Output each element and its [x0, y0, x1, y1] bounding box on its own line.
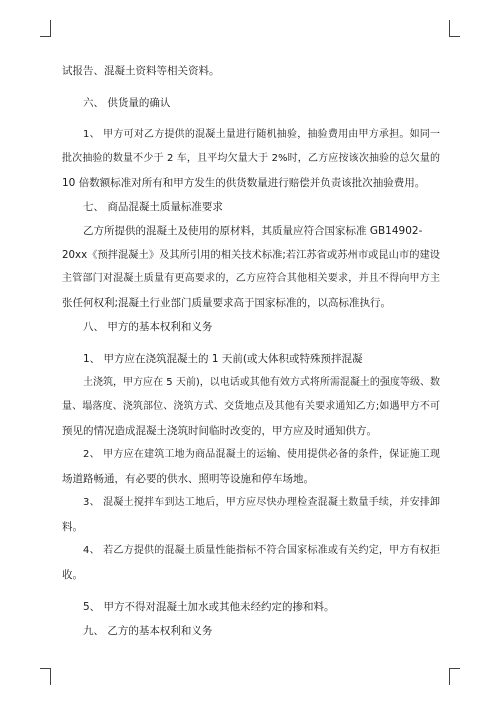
text-line: 3、 混凝土搅拌车到达工地后，甲方应尽快办理检查混凝土数量手续，并安排卸 [83, 497, 440, 508]
crop-mark-bottom-left [40, 668, 51, 685]
section-heading-7: 七、 商品混凝土质量标准要求 [83, 201, 223, 213]
text-line: 料。 [62, 521, 83, 533]
text-line: 乙方所提供的混凝土及使用的原材料，其质量应符合国家标准 GB14902- [83, 225, 423, 237]
text-line: 收。 [62, 569, 83, 581]
text-line: 预见的情况造成混凝土浇筑时间临时改变的，甲方应及时通知供方。 [62, 425, 377, 437]
text-line: 批次抽验的数量不少于 2 车，且平均欠量大于 2%时，乙方应按该次抽验的总欠量的 [62, 153, 440, 164]
text-line: 量、塌落度、浇筑部位、浇筑方式、交货地点及其他有关要求通知乙方;如遇甲方不可 [62, 401, 440, 412]
crop-mark-bottom-right [449, 668, 460, 685]
crop-mark-top-right [449, 20, 460, 37]
text-line: 试报告、混凝土资料等相关资料。 [62, 65, 220, 77]
crop-mark-top-left [40, 20, 51, 37]
text-line: 10 倍数额标准对所有和甲方发生的供货数量进行赔偿并负责该批次抽验费用。 [62, 177, 426, 189]
text-line: 主管部门对混凝土质量有更高要求的，乙方应符合其他相关要求，并且不得向甲方主 [62, 273, 440, 284]
section-heading-6: 六、 供货量的确认 [83, 97, 171, 109]
text-line: 5、 甲方不得对混凝土加水或其他未经约定的掺和料。 [83, 601, 335, 613]
section-heading-9: 九、 乙方的基本权利和义务 [83, 625, 213, 637]
text-line: 土浇筑，甲方应在 5 天前)，以电话或其他有效方式将所需混凝土的强度等级、数 [83, 377, 440, 388]
text-line: 场道路畅通，有必要的供水、照明等设施和停车场地。 [62, 473, 314, 485]
text-line: 1、 甲方可对乙方提供的混凝土量进行随机抽验，抽验费用由甲方承担。如同一 [83, 129, 440, 140]
text-line: 1、 甲方应在浇筑混凝土的 1 天前(或大体积或特殊预拌混凝 [83, 353, 363, 365]
text-line: 2、 甲方应在建筑工地为商品混凝土的运输、使用提供必备的条件，保证施工现 [83, 449, 440, 460]
text-line: 20xx《预拌混凝土》及其所引用的相关技术标准;若江苏省或苏州市或昆山市的建设 [62, 249, 440, 261]
text-line: 张任何权利;混凝土行业部门质量要求高于国家标准的，以高标准执行。 [62, 297, 392, 309]
text-line: 4、 若乙方提供的混凝土质量性能指标不符合国家标准或有关约定，甲方有权拒 [83, 545, 440, 556]
section-heading-8: 八、 甲方的基本权利和义务 [83, 321, 213, 333]
